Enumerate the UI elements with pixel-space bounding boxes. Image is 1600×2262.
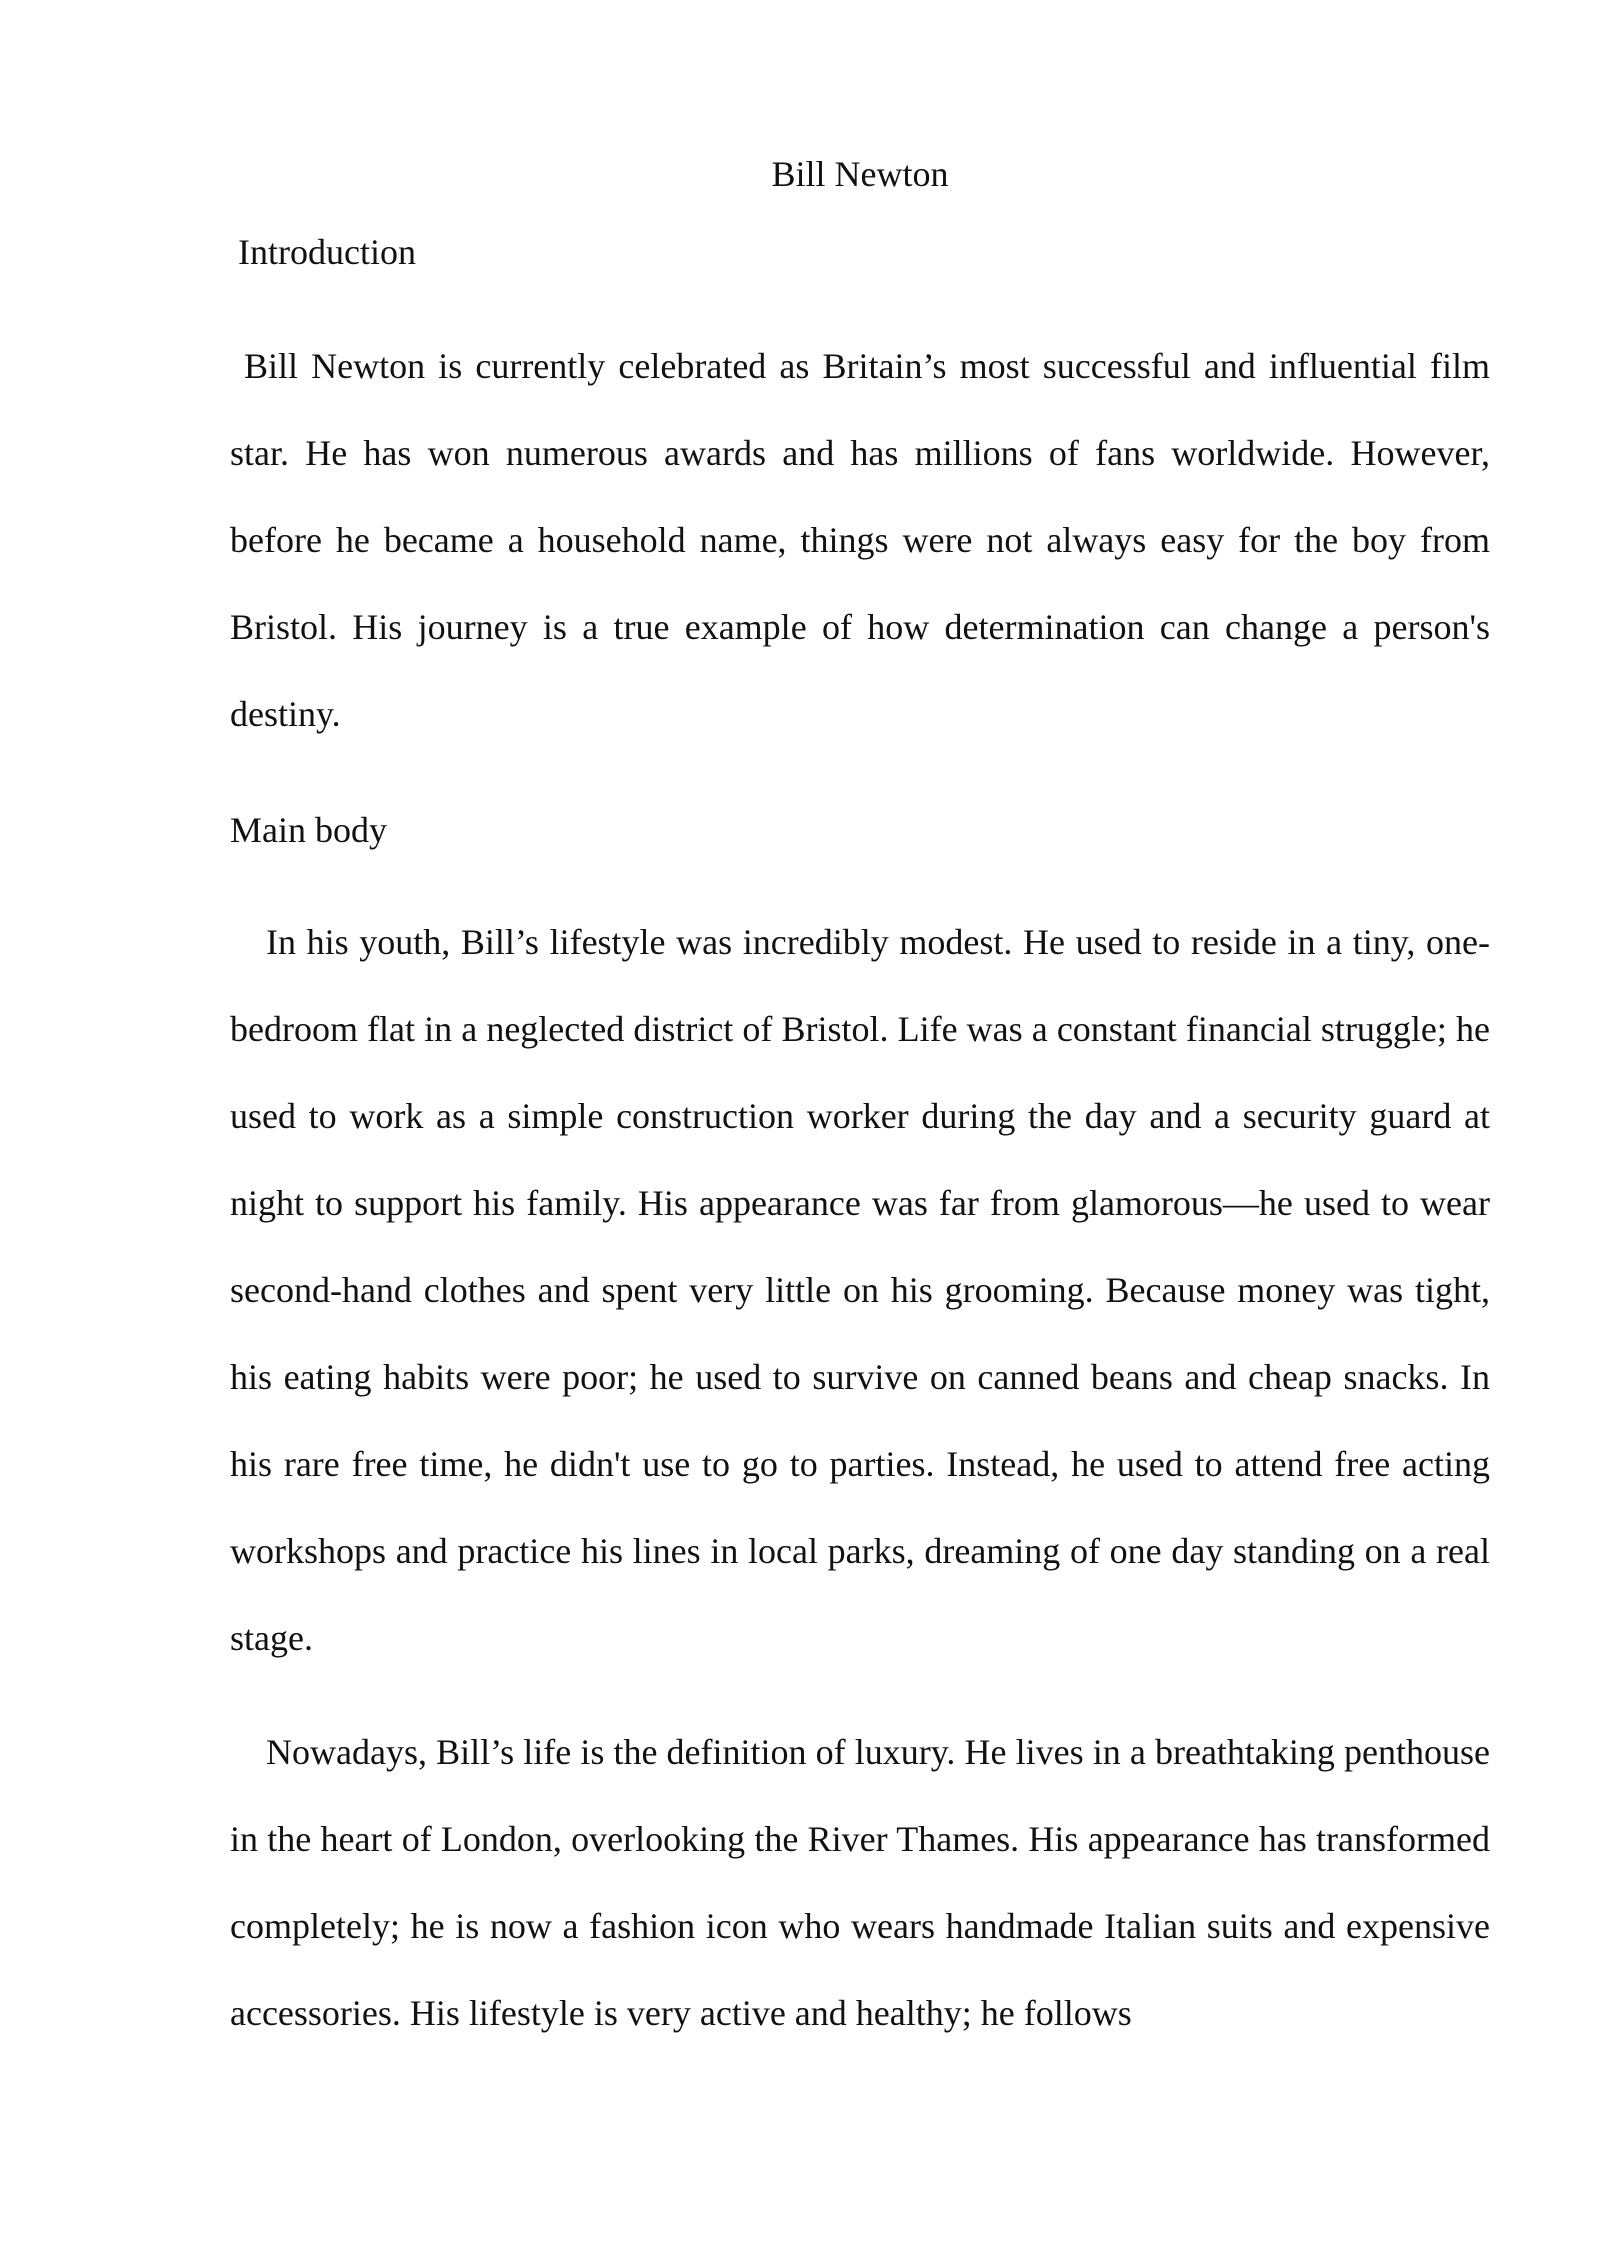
introduction-paragraph: Bill Newton is currently celebrated as Britain’s most successful and influential film star. He has won numerous awards and has millions of fans worldwide. However, before he became a household name, things were not always easy for the boy from Bristol. His journey is a true example of how determination can change a person's destiny. <box>230 346 1490 734</box>
main-body-paragraph-youth: In his youth, Bill’s lifestyle was incredibly modest. He used to reside in a tiny, one-bedroom flat in a neglected district of Bristol. Life was a constant financial struggle; he used to work as a simple construction worker during the day and a security guard at night to support his family. His appearance was far from glamorous—he used to wear second-hand clothes and spent very little on his grooming. Because money was tight, his eating habits were poor; he used to survive on canned beans and cheap snacks. In his rare free time, he didn't use to go to parties. Instead, he used to attend free acting workshops and practice his lines in local parks, dreaming of one day standing on a real stage. <box>230 922 1490 1658</box>
document-title: Bill Newton <box>771 154 949 194</box>
section-heading-main-body: Main body <box>230 810 387 850</box>
main-body-paragraph-nowadays: Nowadays, Bill’s life is the definition of luxury. He lives in a breathtaking penthouse in the heart of London, overlooking the River Thames. His appearance has transformed completely; he is now a fashion icon who wears handmade Italian suits and expensive accessories. His lifestyle is very active and healthy; he follows <box>230 1732 1490 2033</box>
section-heading-introduction: Introduction <box>238 232 416 272</box>
